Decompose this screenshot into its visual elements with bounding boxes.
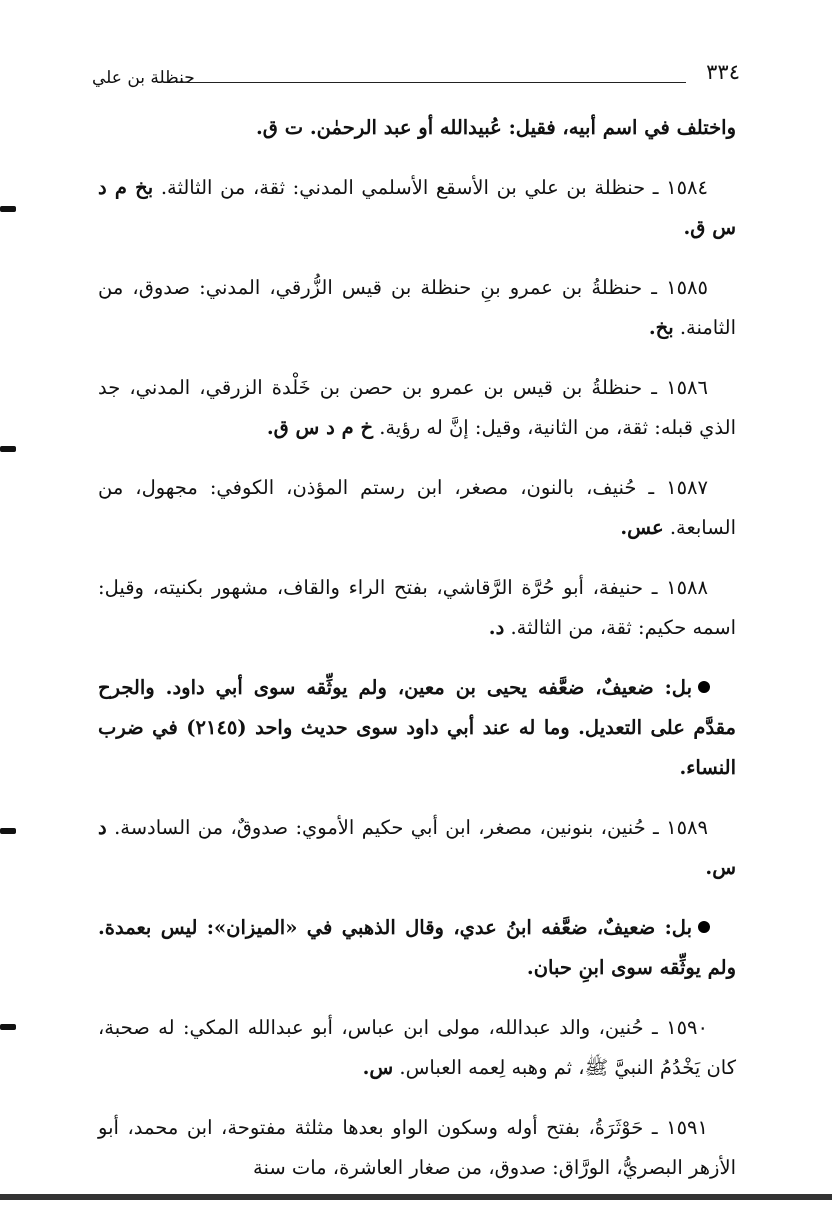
entry-rumuz: بخ م د س ق. — [98, 176, 736, 239]
entry-rumuz: د. — [488, 616, 505, 639]
editor-note: بل: ضعيفٌ، ضعَّفه ابنُ عدي، وقال الذهبي في «الميزان»: ليس بعمدة. ولم يوثِّقه سوى ابنِ حبان. — [98, 916, 736, 979]
entry-rumuz: س. — [362, 1056, 394, 1079]
entry-rumuz: خ م د س ق. — [266, 416, 374, 439]
margin-mark — [0, 446, 16, 452]
margin-mark — [0, 206, 16, 212]
margin-mark — [0, 828, 16, 834]
entry-1588 — [98, 568, 736, 648]
entry-1585 — [98, 268, 736, 348]
entry-rumuz: عس. — [620, 516, 664, 539]
bullet-icon — [698, 921, 710, 933]
entry-1587 — [98, 468, 736, 548]
page-header — [92, 58, 740, 98]
scan-bottom-edge — [0, 1194, 832, 1200]
entry-text: ١٥٨٨ ـ حنيفة، أبو حُرَّة الرَّقاشي، بفتح الراء والقاف، مشهور بكنيته، وقيل: اسمه حكيم: ثقة، من الثالثة. — [98, 576, 736, 639]
running-head: حنظلة بن علي — [92, 68, 195, 88]
entry-1590 — [98, 1008, 736, 1088]
entry-1591 — [98, 1108, 736, 1188]
entry-text: ١٥٨٦ ـ حنظلةُ بن قيس بن عمرو بن حصن بن خَلْدة الزرقي، المدني، جد الذي قبله: ثقة، من الثانية، وقيل: إنَّ له رؤية. — [98, 376, 736, 439]
bullet-icon — [698, 681, 710, 693]
page-body — [98, 108, 736, 1208]
entry-1589 — [98, 808, 736, 888]
page-number: ٣٣٤ — [706, 60, 740, 84]
entry-text: ١٥٨٧ ـ حُنيف، بالنون، مصغر، ابن رستم المؤذن، الكوفي: مجهول، من السابعة. — [98, 476, 736, 539]
editor-note: بل: ضعيفٌ، ضعَّفه يحيى بن معين، ولم يوثِّقه سوى أبي داود. والجرح مقدَّم على التعديل. وما له عند أبي داود سوى حديث واحد (٢١٤٥) في ضرب النساء. — [98, 676, 736, 779]
margin-mark — [0, 1024, 16, 1030]
entry-1584 — [98, 168, 736, 248]
entry-text: ١٥٨٥ ـ حنظلةُ بن عمرو بنِ حنظلة بن قيس الزُّرقي، المدني: صدوق، من الثامنة. — [98, 276, 736, 339]
continuation-line: واختلف في اسم أبيه، فقيل: عُبيدالله أو عبد الرحمٰن. ت ق. — [256, 116, 736, 139]
entry-text: ١٥٨٤ ـ حنظلة بن علي بن الأسقع الأسلمي المدني: ثقة، من الثالثة. — [160, 176, 709, 199]
entry-text: ١٥٨٩ ـ حُنين، بنونين، مصغر، ابن أبي حكيم الأموي: صدوقٌ، من السادسة. — [114, 816, 708, 839]
entry-text: ١٥٩١ ـ حَوْثَرَةُ، بفتح أوله وسكون الواو بعدها مثلثة مفتوحة، ابن محمد، أبو الأزهر البصريُّ، الورَّاق: صدوق، من صغار العاشرة، مات سنة — [98, 1116, 736, 1179]
entry-rumuz: د س. — [98, 816, 736, 879]
entry-rumuz: بخ. — [648, 316, 674, 339]
entry-text: ١٥٩٠ ـ حُنين، والد عبدالله، مولى ابن عباس، أبو عبدالله المكي: له صحبة، كان يَخْدُمُ النبيَّ ﷺ، ثم وهبه لِعمه العباس. — [98, 1016, 736, 1079]
header-rule — [176, 82, 686, 83]
entry-1586 — [98, 368, 736, 448]
